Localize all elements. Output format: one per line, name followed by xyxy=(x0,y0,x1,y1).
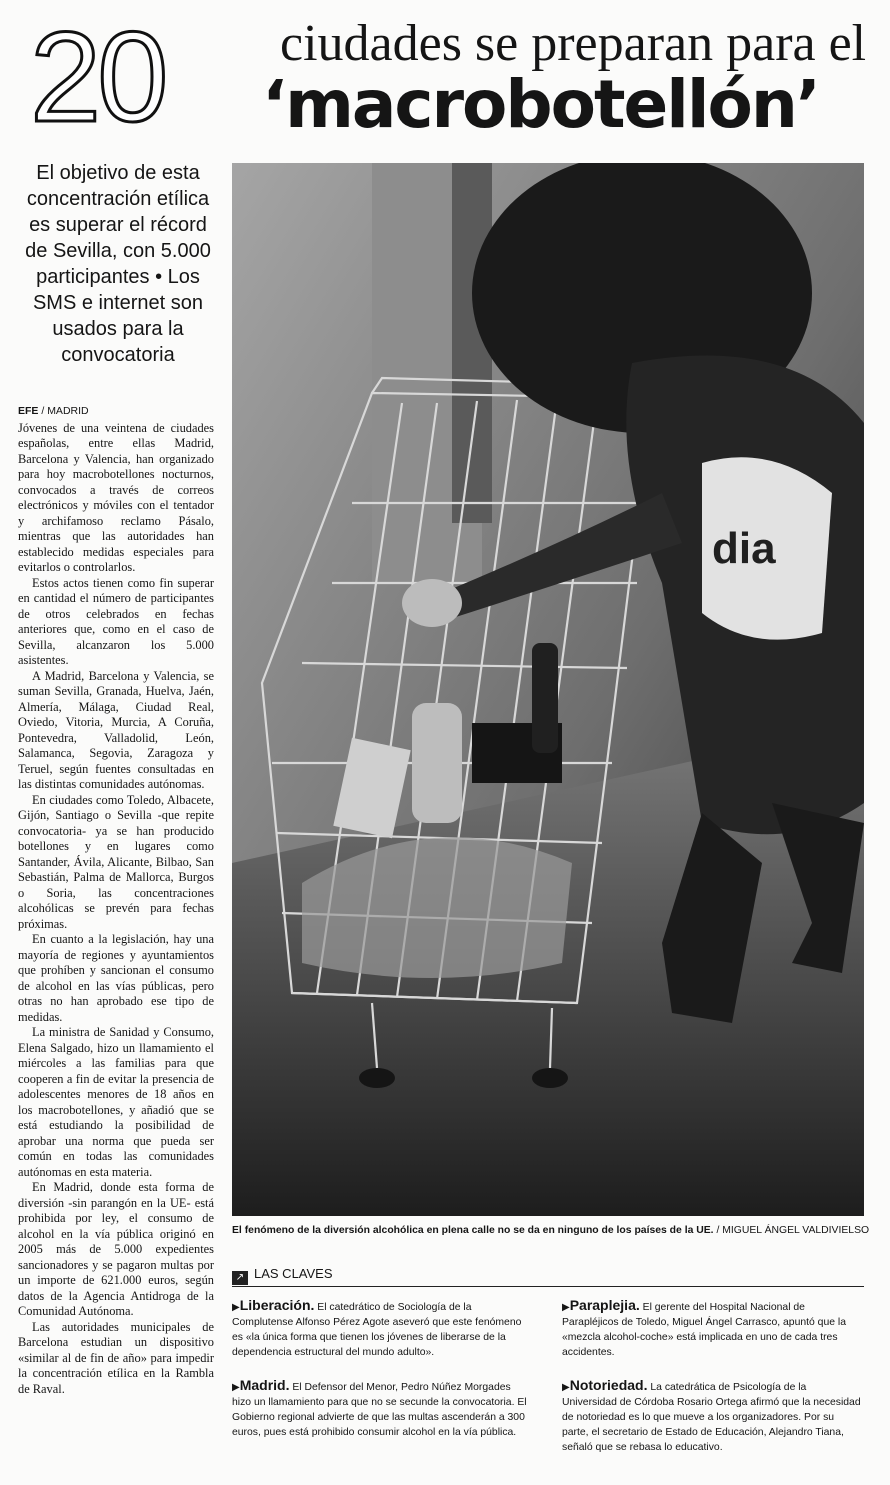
clave-key: Paraplejia. xyxy=(569,1297,640,1313)
photo-illustration xyxy=(232,163,864,1216)
clave-item xyxy=(562,1378,862,1455)
dateline xyxy=(18,404,214,420)
person-hand xyxy=(402,579,462,627)
photo-credit: / MIGUEL ÁNGEL VALDIVIELSO xyxy=(716,1225,870,1236)
subheadline: El objetivo de esta concentración etílica es superar el récord de Sevilla, con 5.000 participantes • Los SMS e internet son usados para la convocatoria xyxy=(25,162,211,366)
dateline-agency: EFE xyxy=(18,405,39,417)
triangle-right-icon: ▶ xyxy=(232,1302,240,1313)
triangle-right-icon: ▶ xyxy=(562,1382,570,1393)
clave-text: El gerente del Hospital Nacional de Parapléjicos de Toledo, Miguel Ángel Carrasco, apuntó que la «mezcla alcohol-coche» está implicada en uno de cada tres accidentes. xyxy=(562,1302,846,1358)
headline-number: 20 xyxy=(30,6,165,149)
headline-line-2: ‘macrobotellón’ xyxy=(262,66,819,143)
caption-text: El fenómeno de la diversión alcohólica en plena calle no se da en ninguno de los países de la UE. xyxy=(232,1225,714,1236)
triangle-right-icon: ▶ xyxy=(232,1382,240,1393)
headline-line-1: ciudades se preparan para el xyxy=(280,15,867,72)
article-paragraph: En ciudades como Toledo, Albacete, Gijón, Santiago o Sevilla -que repite convocatoria- ya se han producido botellones y en lugares como Santander, Ávila, Alicante, Bilbao, San Sebastián, Palma de Mallorca, Burgos o Soria, las concentraciones alcohólicas se prevén para fechas próximas. xyxy=(18,792,214,931)
trend-icon: ↗ xyxy=(232,1271,248,1285)
article-paragraph: Jóvenes de una veintena de ciudades españolas, entre ellas Madrid, Barcelona y Valencia, han organizado para hoy macrobotellones nocturnos, convocados a través de correos electrónicos y móviles con el tentador y archifamoso reclamo Pásalo, mientras que las autoridades han establecido medidas especiales para evitarlos o controlarlos. xyxy=(18,420,214,574)
plastic-bottle xyxy=(412,703,462,823)
claves-heading: LAS CLAVES xyxy=(254,1266,333,1281)
clave-item xyxy=(232,1298,532,1360)
news-photo xyxy=(232,163,864,1216)
article-paragraph: Las autoridades municipales de Barcelona estudian un dispositivo «similar al de fin de año» para impedir la concentración etílica en la Rambla de Raval. xyxy=(18,1319,214,1396)
cart-wheel xyxy=(359,1068,395,1088)
clave-text: La catedrática de Psicología de la Universidad de Córdoba Rosario Ortega afirmó que la necesidad de notoriedad es lo que mueve a los organizadores. Por su parte, el secretario de Estado de Educación, Alejandro Tiana, señaló que se rebasa lo educativo. xyxy=(562,1382,861,1453)
glass-bottle xyxy=(532,643,558,753)
dateline-city: MADRID xyxy=(47,405,89,417)
article-paragraph: La ministra de Sanidad y Consumo, Elena Salgado, hizo un llamamiento el miércoles a las familias para que cooperen a fin de evitar la presencia de adolescentes menores de 18 años en los macrobotellones, y añadió que se está estudiando la posibilidad de aprobar una norma que pueda ser común en todas las comunidades autónomas en esta materia. xyxy=(18,1025,214,1179)
article-body xyxy=(18,404,214,1397)
dateline-separator: / xyxy=(38,405,48,417)
article-paragraph: En cuanto a la legislación, hay una mayoría de regiones y ayuntamientos que prohíben y sancionan el consumo de alcohol en las vías públicas, pero otras no han aprobado ese tipo de medidas. xyxy=(18,932,214,1024)
article-paragraph: Estos actos tienen como fin superar en cantidad el número de participantes de otros celebrados en fechas anteriores que, como en el caso de Sevilla, alcanzaron los 5.000 asistentes. xyxy=(18,575,214,667)
clave-item xyxy=(232,1378,532,1440)
cart-wheel xyxy=(532,1068,568,1088)
clave-key: Notoriedad. xyxy=(569,1377,648,1393)
clave-item xyxy=(562,1298,862,1360)
clave-key: Liberación. xyxy=(239,1297,315,1313)
triangle-right-icon: ▶ xyxy=(562,1302,570,1313)
article-paragraph: A Madrid, Barcelona y Valencia, se suman Sevilla, Granada, Huelva, Jaén, Almería, Málaga, Ciudad Real, Oviedo, Vitoria, Murcia, A Coruña, Pontevedra, Valladolid, León, Salamanca, Segovia, Zaragoza y Teruel, según fuentes consultadas en las distintas comunidades autónomas. xyxy=(18,668,214,791)
clave-text: El Defensor del Menor, Pedro Núñez Morgades hizo un llamamiento para que no se secunde la convocatoria. El Gobierno regional advierte de que las multas ascenderán a 300 euros, pues está prohibido consumir alcohol en la vía pública. xyxy=(232,1382,527,1438)
clave-text: El catedrático de Sociología de la Complutense Alfonso Pérez Agote aseveró que este fenómeno es «la única forma que tienen los jóvenes de liberarse de la dependencia estructural del mundo adulto». xyxy=(232,1302,522,1358)
claves-header xyxy=(232,1266,864,1287)
clave-key: Madrid. xyxy=(239,1377,290,1393)
photo-caption xyxy=(232,1225,872,1236)
shirt-text: dia xyxy=(712,524,776,573)
article-paragraph: En Madrid, donde esta forma de diversión -sin parangón en la UE- está prohibida por ley, el consumo de alcohol en la vía pública originó en 2005 más de 5.000 expedientes sancionadores y se pagaron multas por un importe de 621.000 euros, según datos de la Agencia Antidroga de la Comunidad Autónoma. xyxy=(18,1180,214,1318)
